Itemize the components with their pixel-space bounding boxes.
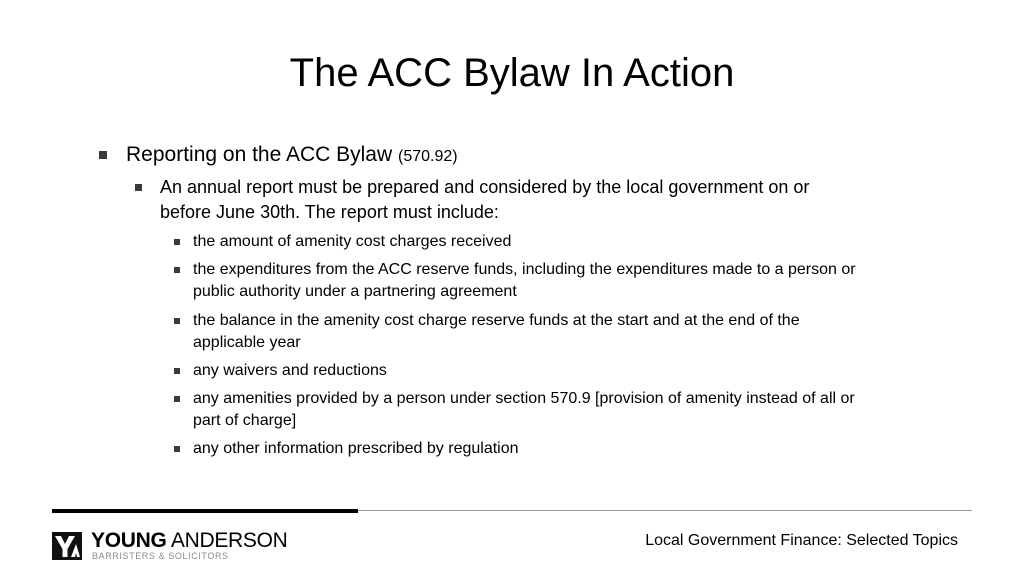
company-logo bbox=[52, 531, 292, 563]
level1-text: Reporting on the ACC Bylaw bbox=[126, 143, 393, 166]
level3-item: the balance in the amenity cost charge reserve funds at the start and at the end of the applicable year bbox=[193, 312, 800, 351]
level3-item: the amount of amenity cost charges received bbox=[193, 233, 512, 250]
square-bullet-icon bbox=[174, 267, 180, 273]
square-bullet-icon bbox=[174, 396, 180, 402]
level3-item: any amenities provided by a person under section 570.9 [provision of amenity instead of all or part of charge] bbox=[193, 390, 855, 429]
level1-item bbox=[126, 141, 886, 171]
logo-wordmark: YOUNG ANDERSON bbox=[91, 529, 288, 552]
square-bullet-icon bbox=[99, 151, 107, 159]
slide-title: The ACC Bylaw In Action bbox=[289, 51, 735, 95]
level3-item: any other information prescribed by regulation bbox=[193, 440, 519, 457]
square-bullet-icon bbox=[174, 318, 180, 324]
ya-monogram-icon bbox=[52, 532, 82, 560]
level3-item: any waivers and reductions bbox=[193, 362, 387, 379]
footer-accent-bar bbox=[52, 509, 358, 513]
square-bullet-icon bbox=[135, 184, 142, 191]
level3-item: the expenditures from the ACC reserve funds, including the expenditures made to a person or public authority under a partnering agreement bbox=[193, 261, 856, 300]
square-bullet-icon bbox=[174, 239, 180, 245]
footer-title: Local Government Finance: Selected Topics bbox=[645, 532, 958, 549]
logo-tagline: BARRISTERS & SOLICITORS bbox=[92, 551, 229, 561]
level1-reference: (570.92) bbox=[397, 148, 458, 165]
square-bullet-icon bbox=[174, 368, 180, 374]
level2-item: An annual report must be prepared and considered by the local government on or before June 30th. The report must include: bbox=[160, 177, 810, 222]
footer-divider bbox=[358, 510, 972, 511]
square-bullet-icon bbox=[174, 446, 180, 452]
